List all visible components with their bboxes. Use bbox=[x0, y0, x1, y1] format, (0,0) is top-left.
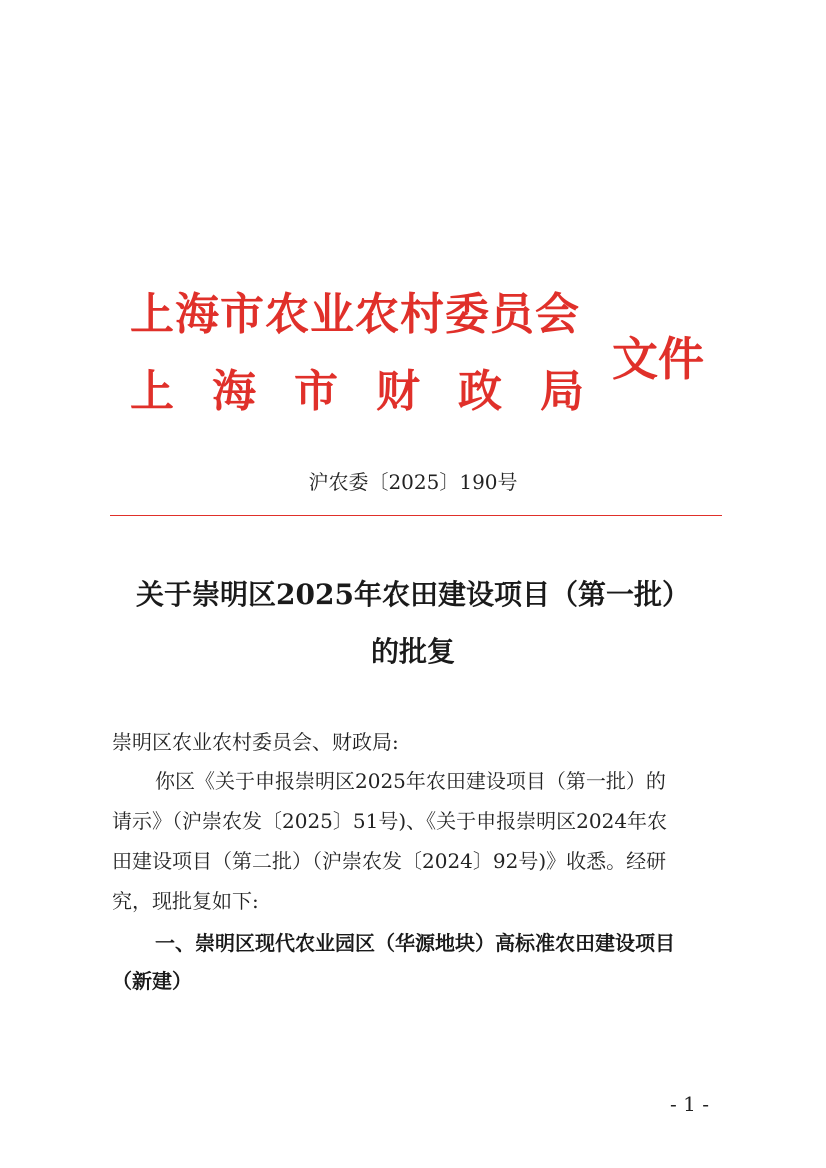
paragraph-line: 究，现批复如下: bbox=[112, 889, 259, 913]
salutation: 崇明区农业农村委员会、财政局: bbox=[112, 730, 399, 754]
section-heading-line: （新建） bbox=[112, 969, 192, 993]
page-number: - 1 - bbox=[670, 1092, 709, 1116]
issuing-org-finance: 上海市财政局 bbox=[130, 366, 622, 417]
issuing-org-agriculture: 上海市农业农村委员会 bbox=[130, 289, 580, 340]
section-heading-line: 一、崇明区现代农业园区（华源地块）高标准农田建设项目 bbox=[155, 931, 675, 955]
paragraph-line: 你区《关于申报崇明区2025年农田建设项目（第一批）的 bbox=[155, 769, 666, 793]
paragraph-line: 田建设项目（第二批）（沪崇农发〔2024〕92号)》收悉。经研 bbox=[112, 849, 667, 873]
red-header-divider bbox=[110, 515, 722, 516]
document-title-line-2: 的批复 bbox=[370, 635, 455, 668]
document-label: 文件 bbox=[612, 332, 704, 386]
document-number: 沪农委〔2025〕190号 bbox=[308, 470, 518, 494]
paragraph-line: 请示》（沪崇农发〔2025〕51号)、《关于申报崇明区2024年农 bbox=[112, 809, 668, 833]
document-title-line-1: 关于崇明区2025年农田建设项目（第一批） bbox=[136, 578, 690, 611]
